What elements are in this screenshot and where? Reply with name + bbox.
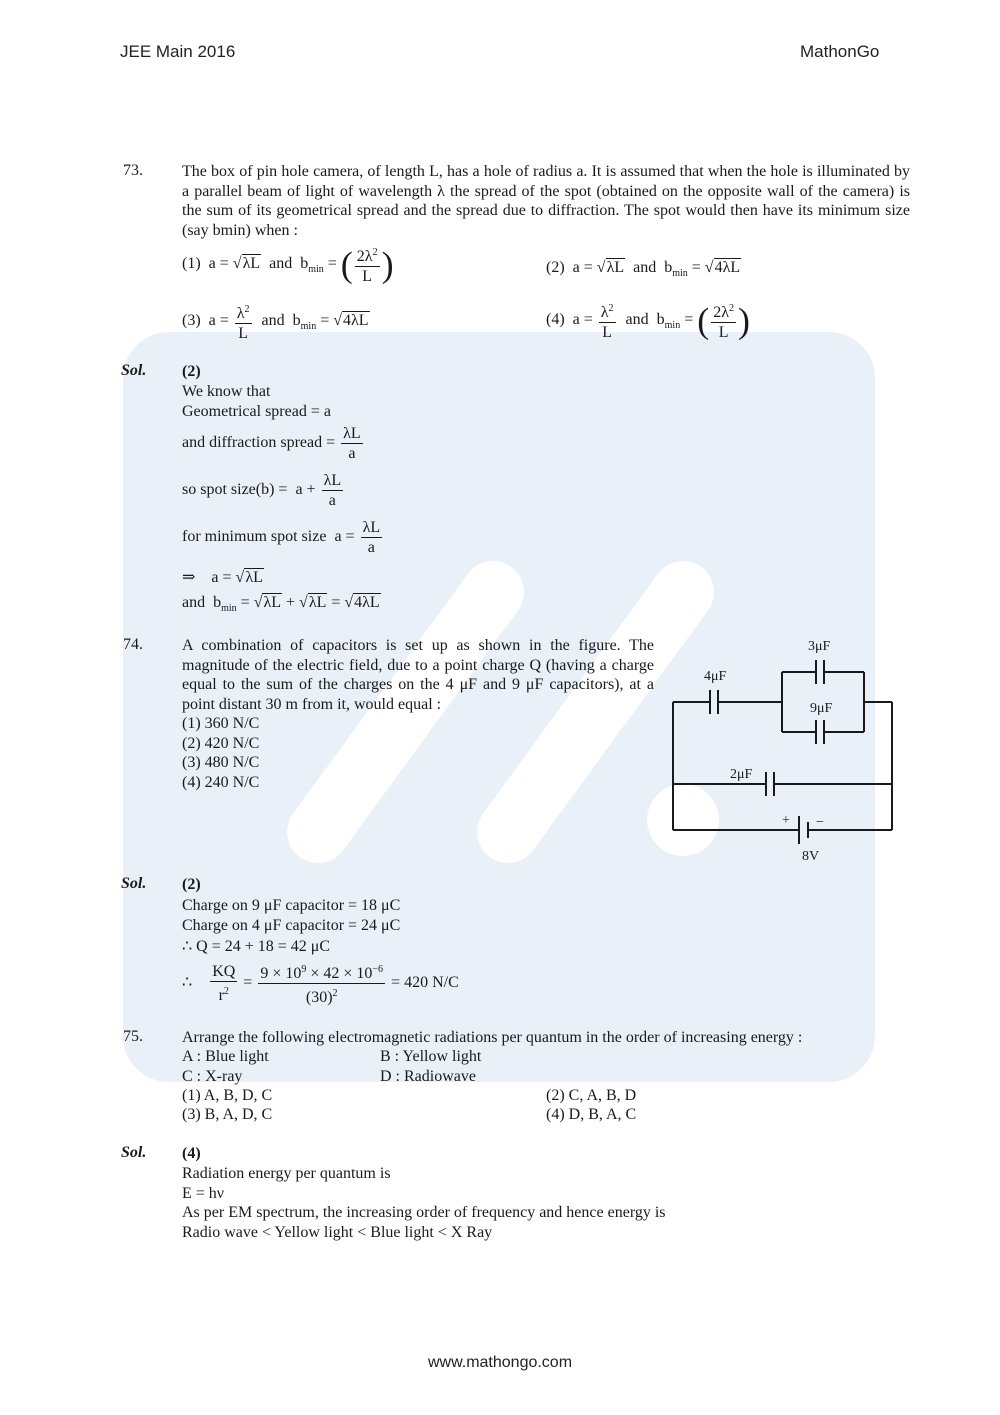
question-number-73: 73. bbox=[123, 162, 143, 179]
q73-option-3: (3) a = $\frac{\lambda^2}{L}$ and $b_{min} = √4\lambda L$ bbox=[182, 301, 370, 342]
solution-75-line-1: Radiation energy per quantum is bbox=[182, 1165, 391, 1182]
q75-option-4: (4) D, B, A, C bbox=[546, 1106, 637, 1123]
label-2uf: 2μF bbox=[730, 767, 753, 782]
solution-73-answer: (2) bbox=[182, 363, 201, 380]
solution-73-line-2: Geometrical spread = a bbox=[182, 403, 331, 420]
label-3uf: 3μF bbox=[808, 639, 831, 654]
solution-74-line-2: Charge on 4 μF capacitor = 24 μC bbox=[182, 917, 401, 934]
solution-75-line-3: As per EM spectrum, the increasing order of frequency and hence energy is bbox=[182, 1204, 666, 1221]
q74-option-3: (3) 480 N/C bbox=[182, 754, 260, 771]
label-9uf: 9μF bbox=[810, 701, 833, 716]
solution-74-answer: (2) bbox=[182, 876, 201, 893]
q73-option-1: (1) a = √λL and $b_{min}$ = ( $\frac{2\lambda^2}{L}$ ) bbox=[182, 244, 394, 285]
question-number-74: 74. bbox=[123, 636, 143, 653]
question-75-text: Arrange the following electromagnetic radiations per quantum in the order of increasing energy : bbox=[182, 1029, 803, 1046]
label-8v: 8V bbox=[802, 849, 820, 864]
q75-option-3: (3) B, A, D, C bbox=[182, 1106, 273, 1123]
solution-73-minimum: for minimum spot size a = $\frac{\lambda L}{a}$ bbox=[182, 519, 381, 556]
solution-73-line-1: We know that bbox=[182, 383, 271, 400]
q73-option-2: (2) a = √λL and $b_{min} = √4\lambda L$ bbox=[546, 259, 741, 279]
q75-item-d: D : Radiowave bbox=[380, 1068, 476, 1085]
q74-option-1: (1) 360 N/C bbox=[182, 715, 260, 732]
solution-74-field: ∴ $\frac{KQ}{r^2}$ = $\frac{9 \times 10^9 \times 42 \times 10^{-6}}{(30)^2}$ = 420 N/C bbox=[182, 963, 459, 1006]
question-73-text: The box of pin hole camera, of length L, has a hole of radius a. It is assumed that when the hole is illuminated by a parallel beam of light of wavelength λ the spread of the spot (obtained on the opposite wall of the camera) is the sum of its geometrical spread and the spread due to diffraction. The spot would then have its minimum size (say bmin) when : bbox=[182, 163, 910, 239]
solution-75-line-4: Radio wave < Yellow light < Blue light < X Ray bbox=[182, 1224, 493, 1241]
question-number-75: 75. bbox=[123, 1028, 143, 1045]
solution-75-answer: (4) bbox=[182, 1145, 201, 1162]
capacitor-circuit-diagram bbox=[660, 630, 910, 870]
solution-73-diffraction: and diffraction spread = $\frac{\lambda L}{a}$ bbox=[182, 425, 361, 462]
q75-option-2: (2) C, A, B, D bbox=[546, 1087, 637, 1104]
q75-item-b: B : Yellow light bbox=[380, 1048, 482, 1065]
solution-73-spot-size: so spot size(b) = a + $\frac{\lambda L}{a}$ bbox=[182, 472, 342, 509]
q75-item-c: C : X-ray bbox=[182, 1068, 243, 1085]
label-4uf: 4μF bbox=[704, 669, 727, 684]
solution-label-73: Sol. bbox=[121, 362, 147, 379]
battery-minus: − bbox=[816, 815, 824, 830]
q74-option-2: (2) 420 N/C bbox=[182, 735, 260, 752]
solution-73-result-b: and $b_{min} = √\lambda L + √\lambda L = √4\lambda L$ bbox=[182, 594, 380, 614]
question-74-text: A combination of capacitors is set up as shown in the figure. The magnitude of the electric field, due to a point charge Q (having a charge equal to the sum of the charges on the 4 μF and 9 μF capacitors), at a point distant 30 m from it, would equal : bbox=[182, 637, 654, 713]
footer-url: www.mathongo.com bbox=[427, 1354, 573, 1371]
solution-74-line-1: Charge on 9 μF capacitor = 18 μC bbox=[182, 897, 401, 914]
header-brand: MathonGo bbox=[800, 42, 880, 61]
solution-75-line-2: E = hν bbox=[182, 1185, 225, 1202]
solution-73-result-a: ⇒ a = √λL bbox=[182, 569, 263, 586]
q75-option-1: (1) A, B, D, C bbox=[182, 1087, 273, 1104]
battery-plus: + bbox=[782, 813, 790, 828]
q74-option-4: (4) 240 N/C bbox=[182, 774, 260, 791]
q73-option-4: (4) a = $\frac{\lambda^2}{L}$ and $b_{min}$ = ( $\frac{2\lambda^2}{L}$ ) bbox=[546, 300, 751, 341]
solution-74-line-3: ∴ Q = 24 + 18 = 42 μC bbox=[182, 938, 331, 955]
solution-label-74: Sol. bbox=[121, 875, 147, 892]
solution-label-75: Sol. bbox=[121, 1144, 147, 1161]
q75-item-a: A : Blue light bbox=[182, 1048, 269, 1065]
header-title: JEE Main 2016 bbox=[120, 42, 236, 61]
